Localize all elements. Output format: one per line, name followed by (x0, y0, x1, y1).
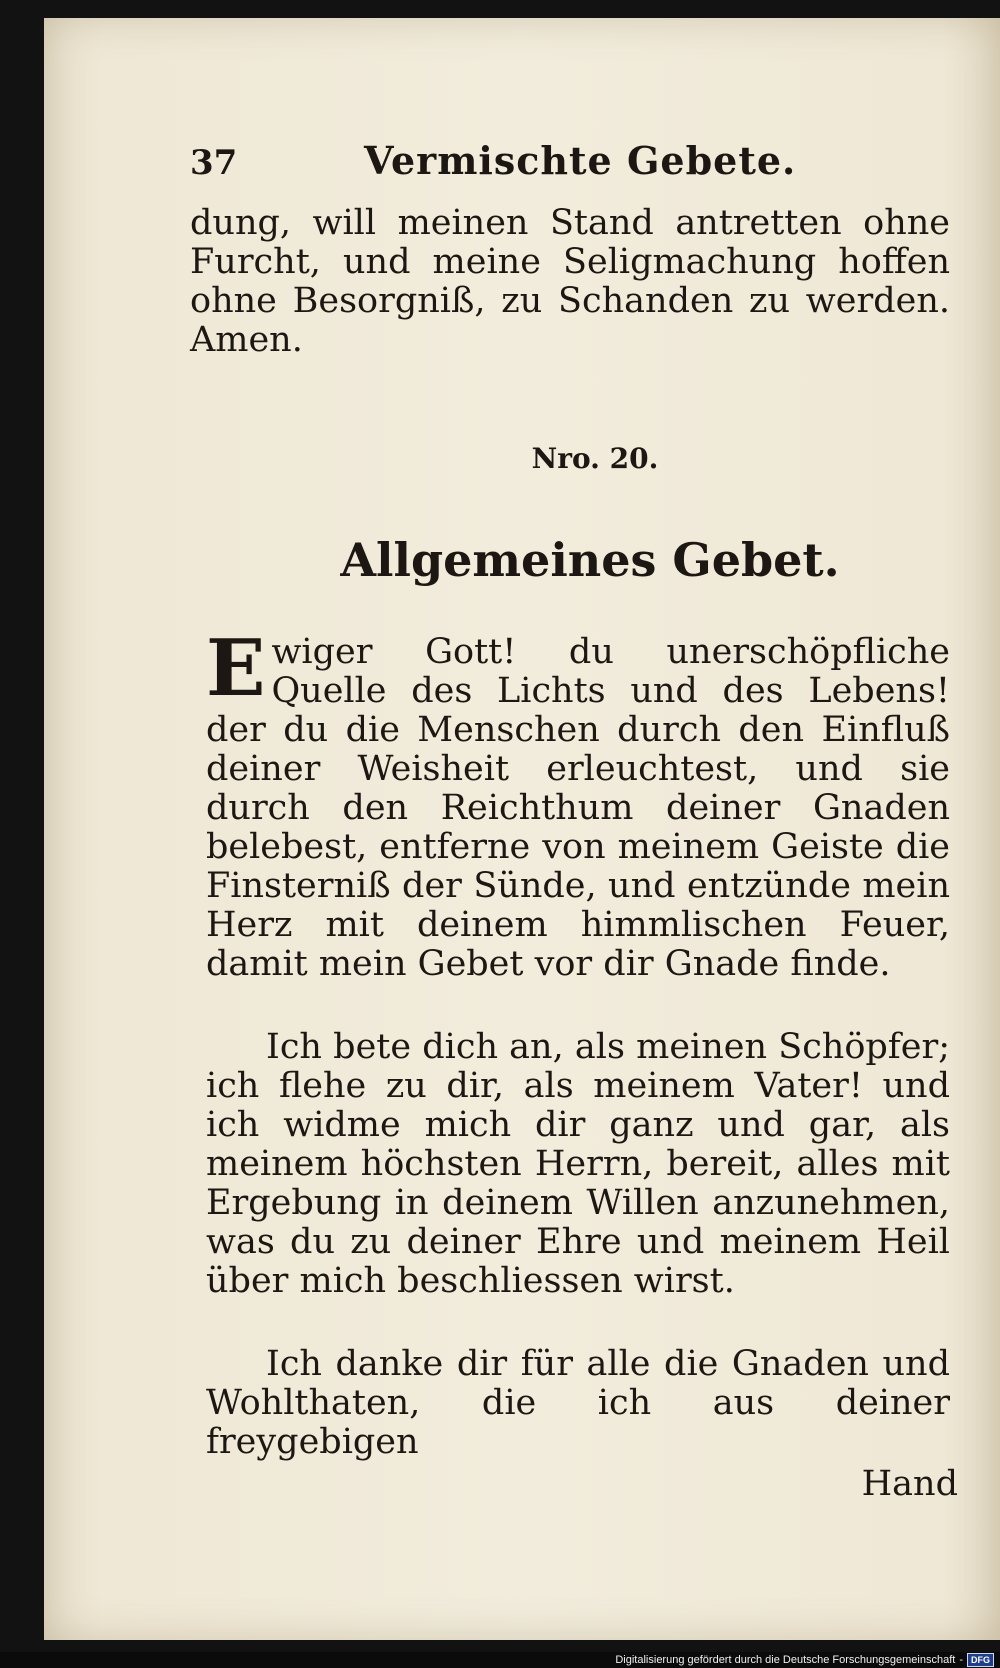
book-page (44, 18, 1000, 1640)
credit-text: Digitalisierung gefördert durch die Deutsche Forschungsgemeinschaft (615, 1654, 956, 1666)
running-head-title: Vermischte Gebete. (364, 138, 797, 183)
prayer-title: Allgemeines Gebet. (340, 533, 840, 587)
catchword: Hand (861, 1464, 958, 1504)
running-head (190, 138, 950, 198)
separator: - (959, 1654, 963, 1666)
page-number: 37 (190, 143, 238, 183)
prayer-paragraph-2: Ich bete dich an, als meinen Schöpfer; ich flehe zu dir, als meinem Vater! und ich widme mich dir ganz und gar, als meinem höchsten Herrn, bereit, alles mit Ergebung in deinem Willen anzunehmen, was du zu deiner Ehre und meinem Heil über mich beschliessen wirst. (206, 1027, 950, 1301)
prayer-paragraph-3: Ich danke dir für alle die Gnaden und Wohlthaten, die ich aus deiner freygebigen (206, 1344, 950, 1462)
page-content (190, 138, 958, 1504)
prayer-number: Nro. 20. (531, 442, 659, 475)
continuation-paragraph: dung, will meinen Stand antretten ohne Furcht, und meine Seligmachung hoffen ohne Besorgniß, zu Schanden zu werden. Amen. (190, 203, 950, 360)
dfg-logo: DFG (967, 1653, 994, 1667)
prayer-paragraph-1: Ewiger Gott! du unerschöpfliche Quelle des Lichts und des Lebens! der du die Menschen durch den Einfluß deiner Weisheit erleuchtest, und sie durch den Reichthum deiner Gnaden belebest, entferne von meinem Geiste die Finsterniß der Sünde, und entzünde mein Herz mit deinem himmlischen Feuer, damit mein Gebet vor dir Gnade finde. (206, 623, 950, 984)
digitization-credit (615, 1652, 994, 1668)
